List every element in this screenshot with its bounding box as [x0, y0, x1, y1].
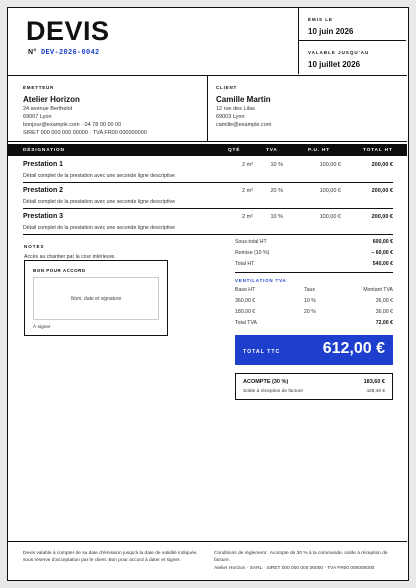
vat-col-amount: Montant TVA	[363, 287, 393, 293]
col-qty: QTÉ	[228, 148, 241, 153]
item-name: Prestation 3	[23, 213, 64, 220]
subtotal-row	[235, 239, 393, 246]
total-vat-label: Total TVA	[235, 320, 258, 326]
deposit-label: ACOMPTE (30 %)	[243, 379, 289, 385]
item-unit-price: 100,00 €	[319, 214, 341, 220]
total-ht-label: Total HT	[235, 261, 255, 267]
item-total: 200,00 €	[371, 214, 393, 220]
vat-col-rate: Taux	[304, 287, 315, 293]
vat-base: 360,00 €	[235, 298, 256, 304]
deposit-box	[235, 373, 393, 400]
document-title: DEVIS	[26, 16, 110, 46]
col-vat: TVA	[266, 148, 278, 153]
vat-amount: 36,00 €	[375, 298, 393, 304]
client-address: 12 rue des Lilas	[216, 106, 255, 112]
item-name: Prestation 1	[23, 161, 64, 168]
item-description: Détail complet de la prestation avec une seconde ligne descriptive	[23, 173, 175, 179]
notes-label: NOTES	[24, 244, 45, 249]
signature-box	[24, 260, 168, 336]
valid-date-label: VALABLE JUSQU'AU	[308, 50, 370, 55]
footer	[8, 541, 407, 579]
totals-divider	[235, 272, 393, 273]
client-city: 69003 Lyon	[216, 114, 245, 120]
col-designation: DÉSIGNATION	[23, 148, 65, 153]
item-unit-price: 100,00 €	[319, 188, 341, 194]
total-ht-value: 540,00 €	[372, 261, 393, 267]
col-unit-price: P.U. HT	[308, 148, 331, 153]
item-vat: 10 %	[270, 214, 283, 220]
vat-breakdown-label: VENTILATION TVA	[235, 278, 287, 283]
issuer-city: 69007 Lyon	[23, 114, 52, 120]
quote-header	[8, 8, 407, 76]
item-name: Prestation 2	[23, 187, 64, 194]
issuer-block	[8, 76, 208, 142]
table-row	[23, 209, 393, 235]
items-table-header	[8, 144, 407, 156]
issue-date-label: ÉMIS LE	[308, 17, 334, 22]
item-description: Détail complet de la prestation avec une seconde ligne descriptive	[23, 199, 175, 205]
issue-date: 10 juin 2026	[308, 27, 354, 36]
item-vat: 10 %	[270, 162, 283, 168]
discount-value: − 60,00 €	[371, 250, 393, 256]
valid-date: 10 juillet 2026	[308, 60, 361, 69]
total-ttc-box	[235, 335, 393, 365]
deposit-amount: 183,60 €	[363, 379, 385, 385]
issuer-label: ÉMETTEUR	[23, 85, 55, 90]
table-row	[23, 183, 393, 209]
parties	[8, 76, 407, 142]
vat-col-base: Base HT	[235, 287, 256, 293]
item-description: Détail complet de la prestation avec une seconde ligne descriptive	[23, 225, 175, 231]
vat-row	[235, 309, 393, 316]
vat-rate: 10 %	[304, 298, 316, 304]
total-vat-value: 72,00 €	[375, 320, 393, 326]
balance-label: Solde à réception de facture	[243, 389, 304, 394]
issue-date-cell	[299, 8, 406, 41]
quote-page	[7, 7, 409, 581]
discount-label: Remise (10 %)	[235, 250, 270, 256]
item-unit-price: 100,00 €	[319, 162, 341, 168]
signature-hint: Nom, date et signature	[70, 296, 122, 302]
issuer-name: Atelier Horizon	[23, 95, 80, 104]
footer-payment-terms: Conditions de règlement : Acompte de 30 % à la commande, solde à réception de facture.	[214, 551, 388, 563]
vat-base: 180,00 €	[235, 309, 256, 315]
issuer-siret: SIRET 000 000 000 00000 · TVA FR00 000000000	[23, 130, 147, 136]
subtotal-value: 600,00 €	[372, 239, 393, 245]
client-label: CLIENT	[216, 85, 238, 90]
signature-area[interactable]	[33, 277, 159, 320]
col-total: TOTAL HT	[363, 148, 393, 153]
table-row	[23, 157, 393, 183]
total-ht-row	[235, 261, 393, 268]
quote-number-label: N°	[28, 49, 37, 56]
valid-date-cell	[299, 41, 406, 74]
total-ttc-value: 612,00 €	[322, 340, 385, 357]
dates-block	[298, 8, 407, 74]
quote-number-value: DEV-2026-0042	[40, 49, 100, 57]
vat-row	[235, 298, 393, 305]
subtotal-label: Sous-total HT	[235, 239, 267, 245]
total-vat-row	[235, 320, 393, 327]
item-total: 200,00 €	[371, 188, 393, 194]
signature-label: BON POUR ACCORD	[33, 268, 86, 273]
discount-row	[235, 250, 393, 257]
title-block	[8, 8, 298, 74]
issuer-address: 24 avenue Berthelot	[23, 106, 73, 112]
item-total: 200,00 €	[371, 162, 393, 168]
notes-text: Accès au chantier par la cour intérieure.	[24, 254, 116, 260]
item-qty: 2 m²	[242, 162, 253, 168]
vat-amount: 36,00 €	[375, 309, 393, 315]
item-qty: 2 m²	[242, 188, 253, 194]
client-name: Camille Martin	[216, 95, 271, 104]
vat-rate: 20 %	[304, 309, 316, 315]
issuer-contact: bonjour@example.com · 04 78 00 00 00	[23, 122, 122, 128]
total-ttc-label: TOTAL TTC	[243, 349, 281, 355]
footer-validity-text: Devis valable à compter de sa date d'émission jusqu'à la date de validité indiquée, sous réserve d'acceptation par le client. Bon pour accord à dater et signer.	[23, 551, 198, 563]
client-block	[208, 76, 407, 142]
quote-number	[28, 49, 100, 57]
footer-company: Atelier Horizon · SARL · SIRET 000 000 000 00000 · TVA FR00 000000000	[214, 566, 375, 571]
client-email: camille@example.com	[216, 122, 272, 128]
balance-amount: 428,40 €	[366, 389, 385, 394]
vat-header-row	[235, 287, 393, 294]
item-qty: 2 m²	[242, 214, 253, 220]
signature-place: À signer	[33, 325, 51, 330]
item-vat: 20 %	[270, 188, 283, 194]
